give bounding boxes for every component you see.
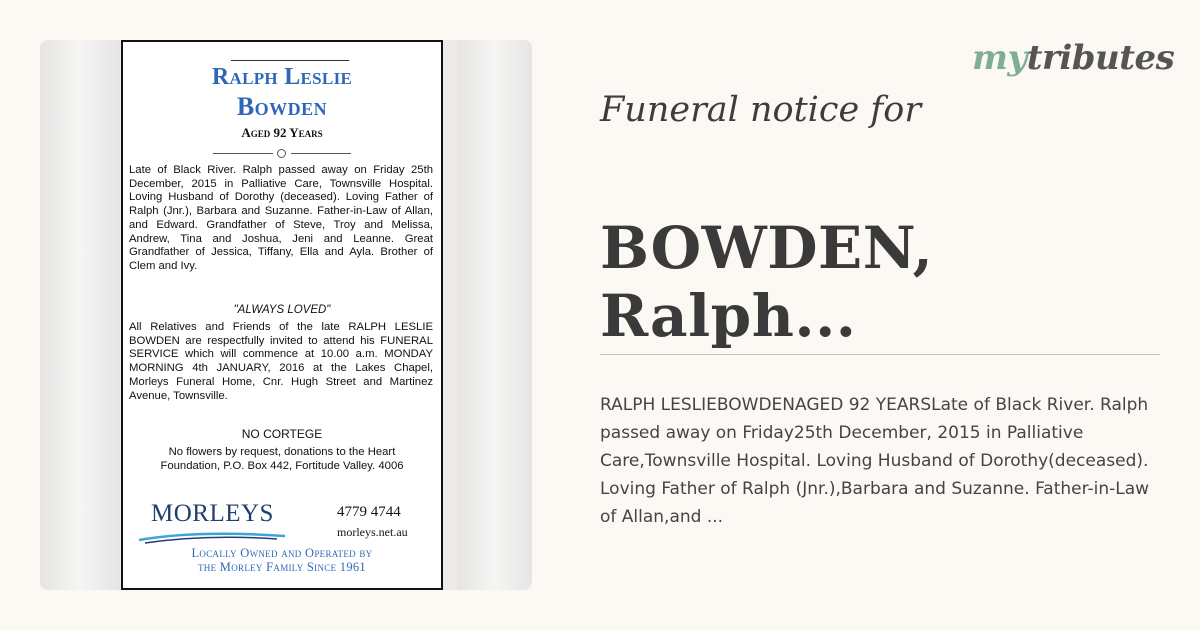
notice-flowers: No flowers by request, donations to the Heart Foundation, P.O. Box 442, Fortitude Valley. 4006 (160, 446, 404, 472)
funeral-home-website: morleys.net.au (337, 525, 408, 539)
tagline-line-1: Locally Owned and Operated by (191, 546, 373, 560)
notice-quote: "ALWAYS LOVED" (233, 304, 331, 316)
image-backdrop-right (457, 40, 532, 590)
logo-my: my (972, 38, 1027, 78)
logo-tributes: tributes (1026, 38, 1175, 78)
notice-age: Aged 92 Years (241, 125, 323, 140)
mytributes-logo[interactable] (972, 38, 1174, 78)
notice-excerpt: RALPH LESLIEBOWDENAGED 92 YEARSLate of Black River. Ralph passed away on Friday25th December, 2015 in Palliative Care,Townsville Hospital. Loving Husband of Dorothy(deceased). Loving Father of Ralph (Jnr.),Barbara and Suzanne. Father-in-Law of Allan,and ... (600, 395, 1150, 527)
funeral-home-tagline (123, 546, 441, 574)
logo-swoosh-icon (137, 528, 287, 544)
notice-no-cortege: NO CORTEGE (241, 427, 323, 441)
funeral-home-logo: MORLEYS (151, 500, 274, 527)
notice-image (40, 40, 532, 590)
notice-name-first: Ralph Leslie (211, 64, 353, 90)
section-divider (600, 354, 1160, 355)
funeral-home-phone: 4779 4744 (337, 504, 401, 520)
newspaper-notice (121, 40, 443, 590)
image-backdrop-left (40, 40, 120, 590)
lead-text: Funeral notice for (600, 90, 922, 130)
notice-body-service: All Relatives and Friends of the late RALPH LESLIE BOWDEN are respectfully invited to attend his FUNERAL SERVICE which will commence at 10.00 a.m. MONDAY MORNING 4th JANUARY, 2016 at the Lakes Chapel, Morleys Funeral Home, Cnr. Hugh Street and Martinez Avenue, Townsville. (129, 321, 433, 402)
notice-top-rule (231, 60, 349, 61)
ornament-divider (213, 148, 351, 158)
tagline-line-2: the Morley Family Since 1961 (197, 560, 366, 574)
notice-body-family: Late of Black River. Ralph passed away on Friday 25th December, 2015 in Palliative Care, Townsville Hospital. Loving Husband of Dorothy (deceased). Loving Father of Ralph (Jnr.), Barbara and Suzanne. Father-in-Law of Allan, and Edward. Grandfather of Steve, Troy and Melissa, Andrew, Tina and Joshua, Jeni and Leanne. Great Grandfather of Jessica, Tiffany, Ella and Ayla. Brother of Clem and Ivy. (129, 164, 433, 272)
deceased-name-headline: BOWDEN, Ralph... (600, 214, 934, 350)
notice-name-surname: Bowden (236, 92, 328, 121)
